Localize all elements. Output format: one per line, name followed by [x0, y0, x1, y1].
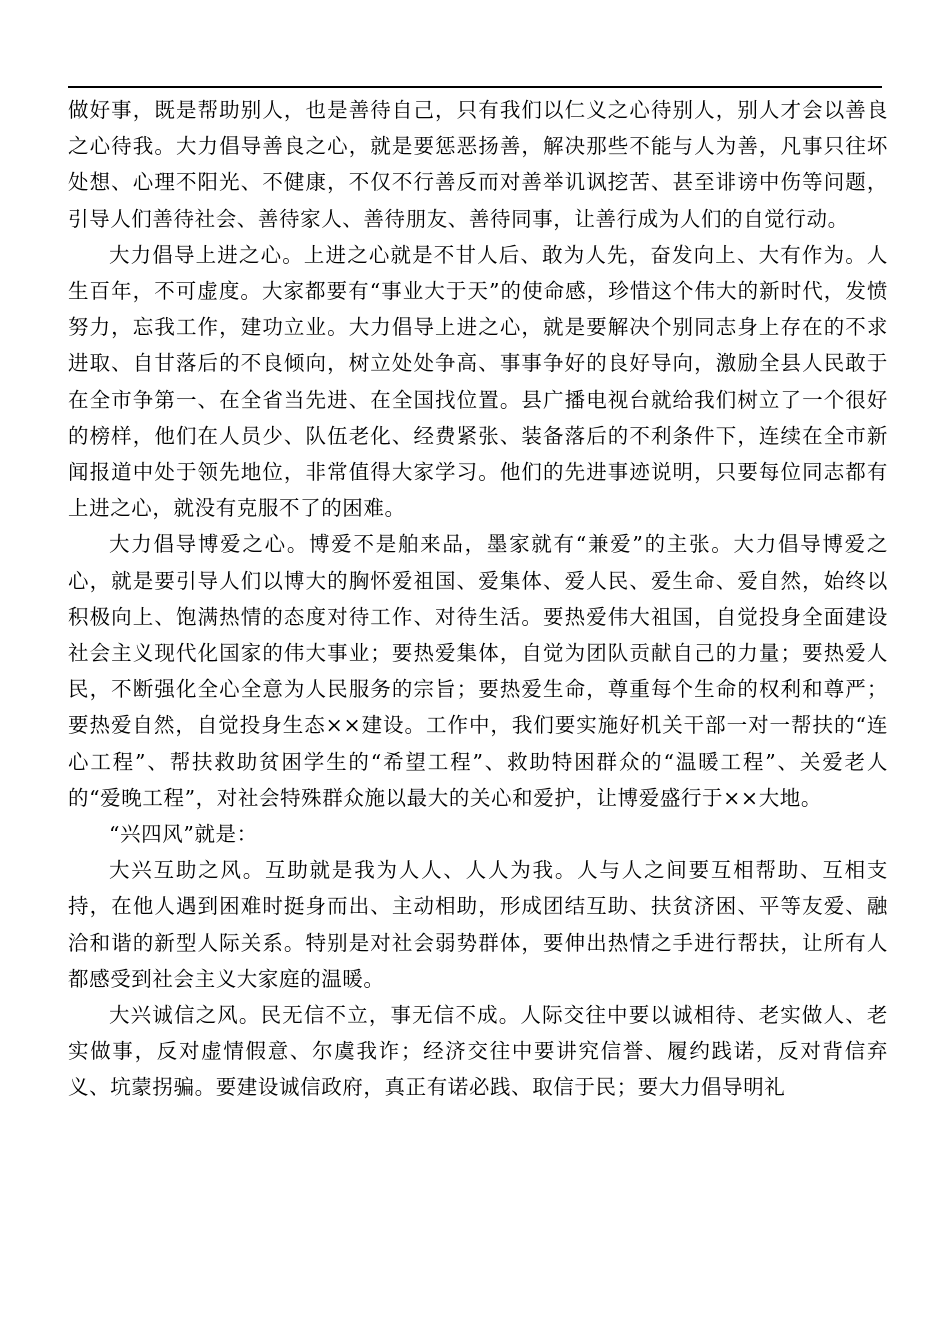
section-lead: “兴四风”就是：	[109, 822, 258, 847]
paragraph: 大兴诚信之风。民无信不立，事无信不成。人际交往中要以诚相待、老实做人、老实做事，反对虚情假意、尔虞我诈；经济交往中要讲究信誉、履约践诺，反对背信弃义、坑蒙拐骗。要建设诚信政府，真正有诺必践、取信于民；要大力倡导明礼	[68, 1003, 888, 1100]
paragraph: 大力倡导上进之心。上进之心就是不甘人后、敢为人先，奋发向上、大有作为。人生百年，不可虚度。大家都要有“事业大于天”的使命感，珍惜这个伟大的新时代，发愤努力，忘我工作，建功立业。大力倡导上进之心，就是要解决个别同志身上存在的不求进取、自甘落后的不良倾向，树立处处争高、事事争好的良好导向，激励全县人民敢于在全市争第一、在全省当先进、在全国找位置。县广播电视台就给我们树立了一个很好的榜样，他们在人员少、队伍老化、经费紧张、装备落后的不利条件下，连续在全市新闻报道中处于领先地位，非常值得大家学习。他们的先进事迹说明，只要每位同志都有上进之心，就没有克服不了的困难。	[68, 242, 888, 521]
paragraph: 大兴互助之风。互助就是我为人人、人人为我。人与人之间要互相帮助、互相支持，在他人遇到困难时挺身而出、主动相助，形成团结互助、扶贫济困、平等友爱、融洽和谐的新型人际关系。特别是对社会弱势群体，要伸出热情之手进行帮扶，让所有人都感受到社会主义大家庭的温暖。	[68, 858, 888, 991]
paragraph: 大力倡导博爱之心。博爱不是舶来品，墨家就有“兼爱”的主张。大力倡导博爱之心，就是要引导人们以博大的胸怀爱祖国、爱集体、爱人民、爱生命、爱自然，始终以积极向上、饱满热情的态度对待工作、对待生活。要热爱伟大祖国，自觉投身全面建设社会主义现代化国家的伟大事业；要热爱集体，自觉为团队贡献自己的力量；要热爱人民，不断强化全心全意为人民服务的宗旨；要热爱生命，尊重每个生命的权利和尊严；要热爱自然，自觉投身生态××建设。工作中，我们要实施好机关干部一对一帮扶的“连心工程”、帮扶救助贫困学生的“希望工程”、救助特困群众的“温暖工程”、关爱老人的“爱晚工程”，对社会特殊群众施以最大的关心和爱护，让博爱盛行于××大地。	[68, 532, 888, 810]
header-rule	[68, 86, 882, 88]
document-body	[68, 92, 888, 1106]
paragraph: 做好事，既是帮助别人，也是善待自己，只有我们以仁义之心待别人，别人才会以善良之心待我。大力倡导善良之心，就是要惩恶扬善，解决那些不能与人为善，凡事只往坏处想、心理不阳光、不健康，不仅不行善反而对善举讥讽挖苦、甚至诽谤中伤等问题，引导人们善待社会、善待家人、善待朋友、善待同事，让善行成为人们的自觉行动。	[68, 98, 888, 231]
